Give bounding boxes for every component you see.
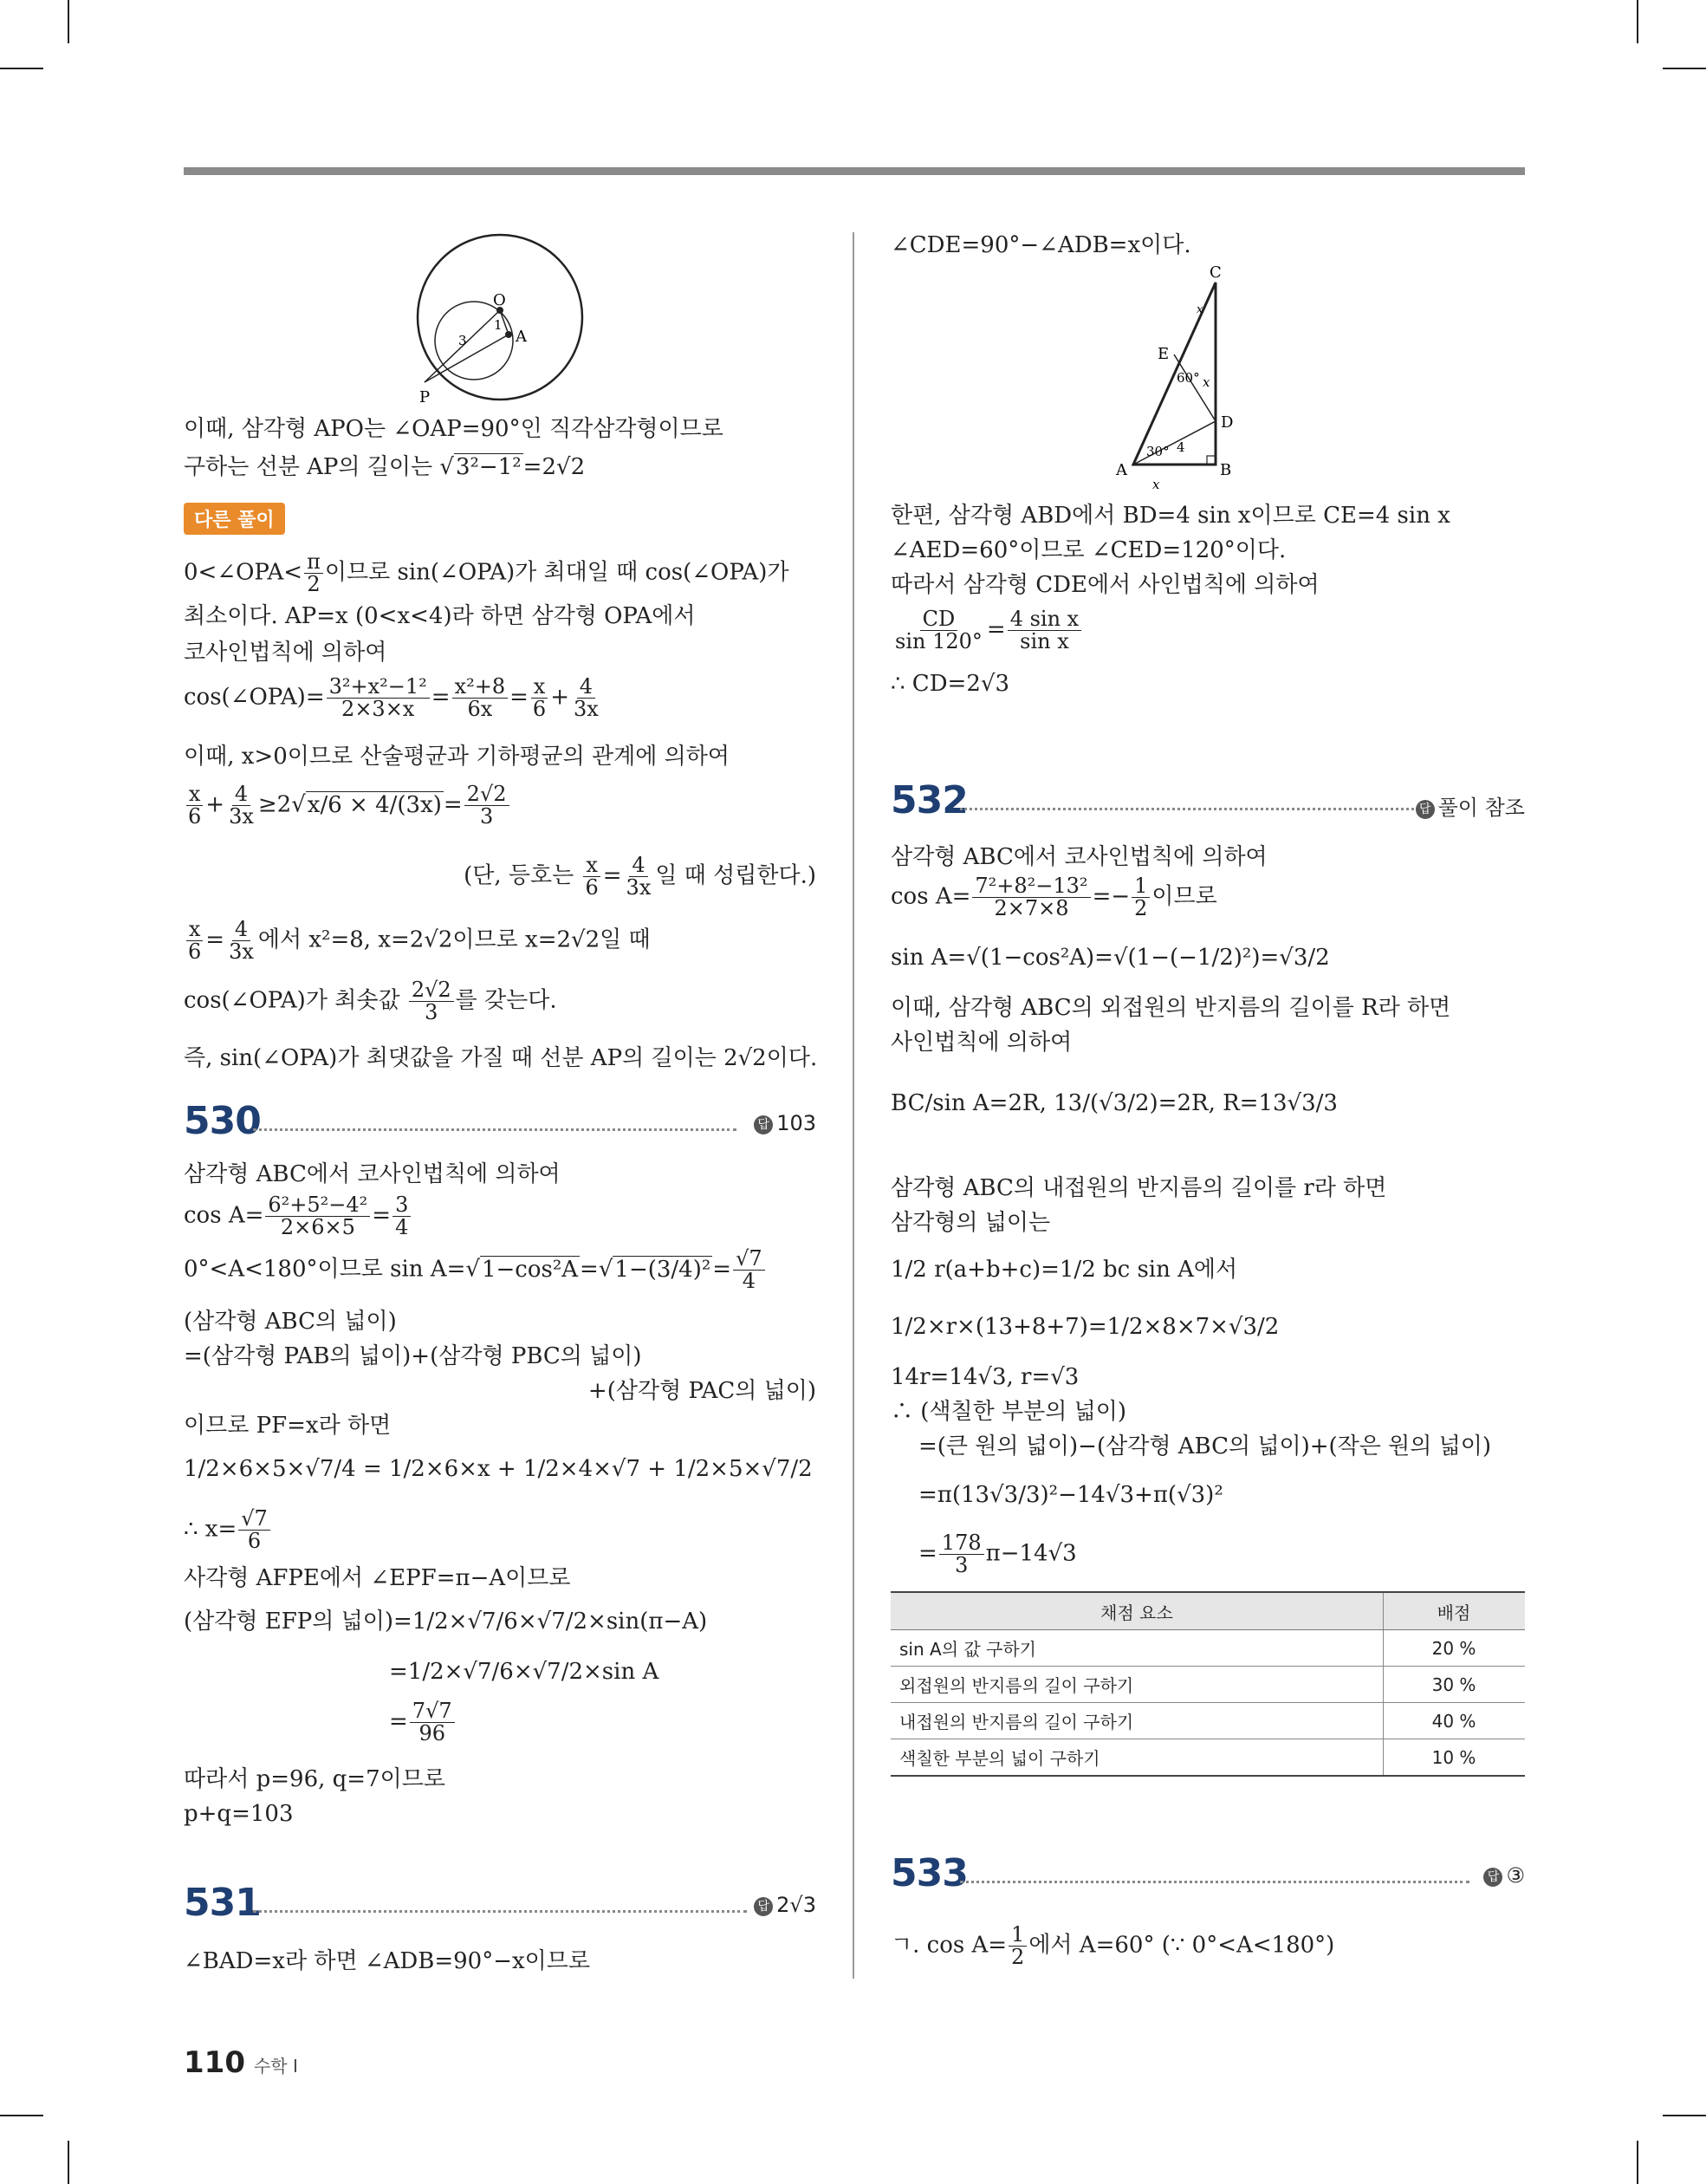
numerator: 7²+8²−13² xyxy=(972,875,1090,898)
fraction xyxy=(409,979,454,1024)
text-line: 사인법칙에 의하여 xyxy=(891,1030,1073,1056)
text: =− xyxy=(1092,883,1131,910)
answer-value: ③ xyxy=(1506,1863,1525,1888)
text-line: (단, 등호는 $\frac{x}{6}$ = $\frac{4}{3x}$ 일 때 성립한다.) xyxy=(464,853,816,900)
subject-label: 수학 I xyxy=(253,2056,298,2077)
page-footer xyxy=(184,2045,298,2080)
label-1: 1 xyxy=(494,317,503,333)
text: cos A= xyxy=(184,1202,264,1229)
denominator: 2 xyxy=(1134,896,1148,921)
text-line: =(큰 원의 넓이)−(삼각형 ABC의 넓이)+(작은 원의 넓이) xyxy=(918,1433,1492,1459)
leader-dots xyxy=(253,1128,736,1131)
numerator: √7 xyxy=(733,1248,765,1271)
problem-number: 530 xyxy=(184,1099,261,1143)
text-line: 최소이다. AP=x (0<x<4)라 하면 삼각형 OPA에서 xyxy=(184,603,696,629)
table-header-row xyxy=(891,1592,1525,1630)
fraction xyxy=(410,1700,455,1745)
numerator: 7√7 xyxy=(410,1700,455,1723)
denominator: 2×3×x xyxy=(341,697,415,722)
text-line: = $\frac{7√7}{96}$ xyxy=(389,1700,457,1745)
denominator: 96 xyxy=(418,1721,445,1746)
text: 이므로 xyxy=(1151,883,1217,910)
text-line: =(삼각형 PAB의 넓이)+(삼각형 PBC의 넓이) xyxy=(184,1343,642,1369)
fraction xyxy=(304,551,323,595)
text-line: = $\frac{178}{3}$ π−14√3 xyxy=(918,1531,1077,1578)
label-x: x xyxy=(1152,477,1160,491)
table-cell: 20 % xyxy=(1384,1630,1526,1667)
denominator: 4 xyxy=(742,1269,756,1294)
text-line xyxy=(891,1924,1334,1968)
denominator: sin x xyxy=(1020,629,1069,654)
label-60deg: 60° xyxy=(1177,370,1200,386)
denominator: 6 xyxy=(532,697,547,722)
numerator: 6²+5²−4² xyxy=(265,1194,370,1217)
radicand: 3²−1² xyxy=(455,454,522,480)
fraction xyxy=(327,676,430,720)
text-line: =1/2×√7/6×√7/2×sin A xyxy=(389,1659,659,1685)
header-rule xyxy=(184,167,1525,175)
crop-mark xyxy=(0,68,43,69)
text-line: 이때, 삼각형 ABC의 외접원의 반지름의 길이를 R라 하면 xyxy=(891,995,1451,1021)
text-line xyxy=(184,454,585,481)
fraction xyxy=(892,608,985,653)
crop-mark xyxy=(1663,68,1706,69)
text: cos(∠OPA)가 최솟값 xyxy=(184,987,407,1014)
denominator: 3 xyxy=(425,1000,438,1025)
sqrt-sign: √ xyxy=(465,1256,480,1283)
text-line: sin A=√(1−cos²A)=√(1−(−1/2)²)=√3/2 xyxy=(891,945,1330,971)
text-line: 따라서 p=96, q=7이므로 xyxy=(184,1766,445,1792)
leader-dots xyxy=(960,808,1414,810)
label-4: 4 xyxy=(1177,439,1185,455)
fraction xyxy=(972,875,1090,920)
table-row xyxy=(891,1667,1525,1703)
text: 0°<A<180°이므로 sin A= xyxy=(184,1256,466,1283)
numerator: 3²+x²−1² xyxy=(327,676,430,699)
fraction xyxy=(392,1194,411,1238)
leader-dots xyxy=(253,1910,747,1913)
radicand: 1−(3/4)² xyxy=(614,1256,711,1283)
text-line xyxy=(184,551,789,595)
text-line: 1/2×r×(13+8+7)=1/2×8×7×√3/2 xyxy=(891,1314,1280,1340)
fraction xyxy=(1008,608,1082,653)
numerator: 2√2 xyxy=(464,783,509,806)
text-line: 즉, sin(∠OPA)가 최댓값을 가질 때 선분 AP의 길이는 2√2이다. xyxy=(184,1045,818,1071)
table-header-cell: 배점 xyxy=(1384,1592,1526,1630)
table-row xyxy=(891,1630,1525,1667)
denominator: 6 xyxy=(585,875,599,900)
sqrt-sign: √ xyxy=(598,1256,613,1283)
text-line xyxy=(184,1508,272,1552)
numerator: 4 xyxy=(232,919,250,941)
sqrt-sign: √ xyxy=(439,454,454,480)
numerator: x²+8 xyxy=(452,676,509,699)
text-line: 이므로 PF=x라 하면 xyxy=(184,1413,392,1439)
numerator: 1 xyxy=(1132,875,1150,898)
numerator: 4 xyxy=(232,783,250,806)
text: ≥2 xyxy=(257,791,292,818)
answer-value: 103 xyxy=(776,1111,816,1135)
scoring-table xyxy=(891,1591,1525,1777)
text-line: 이때, 삼각형 APO는 ∠OAP=90°인 직각삼각형이므로 xyxy=(184,416,723,442)
text: 일 때 성립한다.) xyxy=(655,862,816,889)
problem-531-header xyxy=(184,1881,816,1933)
denominator: 3x xyxy=(574,697,599,722)
table-row xyxy=(891,1703,1525,1739)
label-d: D xyxy=(1221,413,1234,432)
fraction xyxy=(582,855,600,899)
text-line: ∠AED=60°이므로 ∠CED=120°이다. xyxy=(891,537,1287,563)
fraction xyxy=(1132,875,1150,920)
text-line: (삼각형 ABC의 넓이) xyxy=(184,1309,397,1335)
text-line: 이때, x>0이므로 산술평균과 기하평균의 관계에 의하여 xyxy=(184,744,730,770)
fraction xyxy=(226,783,256,828)
table-cell: sin A의 값 구하기 xyxy=(891,1630,1384,1667)
label-x: x xyxy=(1203,374,1210,390)
text-line: 따라서 삼각형 CDE에서 사인법칙에 의하여 xyxy=(891,572,1320,598)
answer xyxy=(1416,790,1525,821)
label-c: C xyxy=(1210,265,1222,282)
denominator: 6 xyxy=(188,939,202,965)
numerator: 4 sin x xyxy=(1008,608,1082,631)
text-line: 삼각형 ABC의 내접원의 반지름의 길이를 r라 하면 xyxy=(891,1175,1387,1201)
fraction xyxy=(265,1194,370,1238)
text-line: 삼각형의 넓이는 xyxy=(891,1210,1051,1236)
crop-mark xyxy=(1637,0,1638,43)
numerator: CD xyxy=(920,608,958,631)
point-a xyxy=(505,331,512,338)
denominator: 6x xyxy=(467,697,493,722)
denominator: sin 120° xyxy=(895,629,983,654)
triangle-figure xyxy=(1107,265,1298,491)
text-line: =π(13√3/3)²−14√3+π(√3)² xyxy=(918,1482,1223,1508)
text-line: cos(∠OPA)= $\frac{\text{3²+x²−1²}}{2\times 3\times x}$ = $\frac{\text{x²+8}}{6x}$ = $\frac{x}{6}$ + $\frac{4}{3x}$ xyxy=(184,676,603,720)
table-cell: 40 % xyxy=(1384,1703,1526,1739)
denominator: 3x xyxy=(229,804,254,829)
text: =2√2 xyxy=(522,454,586,480)
text-line: 삼각형 ABC에서 코사인법칙에 의하여 xyxy=(184,1161,561,1187)
text-line: (삼각형 EFP의 넓이)=1/2×√7/6×√7/2×sin(π−A) xyxy=(184,1609,708,1635)
answer xyxy=(754,1111,816,1135)
numerator: 4 xyxy=(577,676,595,699)
text-line: 코사인법칙에 의하여 xyxy=(184,640,387,666)
text: ∴ x= xyxy=(184,1516,237,1543)
fraction xyxy=(464,783,509,828)
crop-mark xyxy=(68,0,69,43)
numerator: x xyxy=(186,783,204,806)
text: π−14√3 xyxy=(985,1540,1077,1567)
label-o: O xyxy=(493,291,506,309)
table-header-cell: 채점 요소 xyxy=(891,1592,1384,1630)
label-3: 3 xyxy=(458,333,467,348)
numerator: x xyxy=(531,676,548,699)
fraction xyxy=(530,676,548,720)
fraction xyxy=(238,1508,270,1552)
label-a: A xyxy=(1116,461,1127,479)
numerator: √7 xyxy=(238,1508,270,1531)
text-line: 사각형 AFPE에서 ∠EPF=π−A이므로 xyxy=(184,1565,571,1591)
fraction xyxy=(452,676,509,720)
denominator: 3 xyxy=(955,1553,969,1578)
table-cell: 10 % xyxy=(1384,1739,1526,1777)
triangle-abc xyxy=(1133,283,1216,465)
text-line: ∠BAD=x라 하면 ∠ADB=90°−x이므로 xyxy=(184,1948,591,1974)
denominator: 3 xyxy=(479,804,494,829)
radicand: x/6 × 4/(3x) xyxy=(307,791,442,818)
text: (단, 등호는 xyxy=(464,862,581,889)
answer-mark-icon: 답 xyxy=(1416,800,1435,819)
denominator: 3x xyxy=(626,875,652,900)
answer xyxy=(754,1893,816,1917)
page-number: 110 xyxy=(184,2045,245,2080)
fraction xyxy=(226,919,256,963)
crop-mark xyxy=(1663,2115,1706,2116)
numerator: 3 xyxy=(392,1194,411,1217)
text-line: +(삼각형 PAC의 넓이) xyxy=(587,1378,816,1404)
table-cell: 내접원의 반지름의 길이 구하기 xyxy=(891,1703,1384,1739)
label-b: B xyxy=(1220,461,1232,479)
label-e: E xyxy=(1158,345,1170,363)
table-cell: 외접원의 반지름의 길이 구하기 xyxy=(891,1667,1384,1703)
text-line: BC/sin A=2R, 13/(√3/2)=2R, R=13√3/3 xyxy=(891,1090,1338,1116)
text-line xyxy=(184,979,557,1024)
sqrt-sign: √ xyxy=(291,791,306,818)
denominator: 4 xyxy=(395,1215,409,1240)
numerator: 1 xyxy=(1009,1924,1027,1947)
numerator: x xyxy=(583,855,600,877)
denominator: 6 xyxy=(247,1529,262,1554)
answer-value: 2√3 xyxy=(776,1893,816,1917)
text-line: 삼각형 ABC에서 코사인법칙에 의하여 xyxy=(891,844,1268,870)
column-divider xyxy=(853,232,854,1979)
crop-mark xyxy=(68,2141,69,2184)
circle-figure xyxy=(400,232,591,410)
fraction xyxy=(733,1248,765,1292)
text: cos(∠OPA)= xyxy=(184,684,325,711)
table-row xyxy=(891,1739,1525,1777)
problem-number: 532 xyxy=(891,778,968,822)
label-x: x xyxy=(1197,303,1203,316)
text-line: ∴ CD=2√3 xyxy=(891,671,1009,697)
answer xyxy=(1483,1863,1525,1888)
label-a: A xyxy=(516,328,527,346)
problem-532-header xyxy=(891,778,1525,830)
table-cell: 30 % xyxy=(1384,1667,1526,1703)
text-line: cos A= $\frac{\text{6²+5²−4²}}{2\times 6\times 5}$ = $\frac{3}{4}$ xyxy=(184,1194,412,1238)
text-line: 한편, 삼각형 ABD에서 BD=4 sin x이므로 CE=4 sin x xyxy=(891,503,1450,529)
numerator: x xyxy=(186,919,204,941)
label-p: P xyxy=(419,388,431,406)
text: 를 갖는다. xyxy=(455,987,557,1014)
numerator: 178 xyxy=(939,1532,984,1555)
fraction xyxy=(185,783,204,828)
text-line: 1/2 r(a+b+c)=1/2 bc sin A에서 xyxy=(891,1257,1238,1283)
text-line: $\frac{x}{6}$ + $\frac{4}{3x}$ ≥2√x/6 × 4/(3x)= $\frac{2√2}{3}$ xyxy=(184,783,511,828)
fraction xyxy=(1009,1924,1027,1968)
answer-mark-icon: 답 xyxy=(754,1115,773,1134)
numerator: 4 xyxy=(629,855,647,877)
fraction xyxy=(185,919,204,963)
problem-533-header xyxy=(891,1851,1525,1903)
problem-number: 533 xyxy=(891,1851,968,1895)
text-line: 1/2×6×5×√7/4 = 1/2×6×x + 1/2×4×√7 + 1/2×5×√7/2 xyxy=(184,1456,813,1482)
label-30deg: 30° xyxy=(1146,444,1170,459)
text: 0<∠OPA< xyxy=(184,559,303,586)
answer-mark-icon: 답 xyxy=(754,1897,773,1916)
text-line xyxy=(891,875,1217,920)
denominator: 2 xyxy=(307,572,321,597)
text-line: ∴ (색칠한 부분의 넓이) xyxy=(891,1399,1127,1425)
answer-mark-icon: 답 xyxy=(1483,1868,1502,1887)
denominator: 6 xyxy=(188,804,202,829)
text-line: $\frac{CD}{\sin 120^\circ}$ = $\frac{\text{4 sin x}}{\text{sin x}}$ xyxy=(891,608,1083,653)
fraction xyxy=(571,676,601,720)
problem-530-header xyxy=(184,1099,816,1151)
answer-value: 풀이 참조 xyxy=(1437,796,1525,820)
text-line: ∠CDE=90°−∠ADB=x이다. xyxy=(891,232,1191,258)
denominator: 3x xyxy=(229,939,254,965)
crop-mark xyxy=(1637,2141,1638,2184)
text-line: 0°<A<180°이므로 sin A=√1−cos²A=√1−(3/4)²= $\frac{√7}{4}$ xyxy=(184,1248,767,1292)
alt-solution-tag: 다른 풀이 xyxy=(184,503,285,535)
fraction xyxy=(939,1532,984,1576)
text: 이므로 sin(∠OPA)가 최대일 때 cos(∠OPA)가 xyxy=(324,559,789,586)
table-cell: 색칠한 부분의 넓이 구하기 xyxy=(891,1739,1384,1777)
text: ㄱ. cos A= xyxy=(891,1932,1008,1959)
text: 에서 A=60° (∵ 0°<A<180°) xyxy=(1028,1932,1335,1959)
text: cos A= xyxy=(891,883,971,910)
problem-number: 531 xyxy=(184,1881,261,1925)
text-line: 14r=14√3, r=√3 xyxy=(891,1364,1080,1390)
leader-dots xyxy=(960,1881,1469,1883)
text: 구하는 선분 AP의 길이는 xyxy=(184,454,440,480)
radicand: 1−cos²A xyxy=(481,1256,579,1283)
denominator: 2 xyxy=(1011,1945,1025,1970)
text-line: $\frac{x}{6}$ = $\frac{4}{3x}$ 에서 x²=8, x=2√2이므로 x=2√2일 때 xyxy=(184,919,651,963)
numerator: 2√2 xyxy=(409,979,454,1002)
fraction xyxy=(624,855,654,899)
text: 에서 x²=8, x=2√2이므로 x=2√2일 때 xyxy=(257,926,651,953)
denominator: 2×7×8 xyxy=(994,896,1069,921)
text-line: p+q=103 xyxy=(184,1801,294,1827)
crop-mark xyxy=(0,2115,43,2116)
numerator: π xyxy=(304,551,323,574)
denominator: 2×6×5 xyxy=(280,1215,355,1240)
